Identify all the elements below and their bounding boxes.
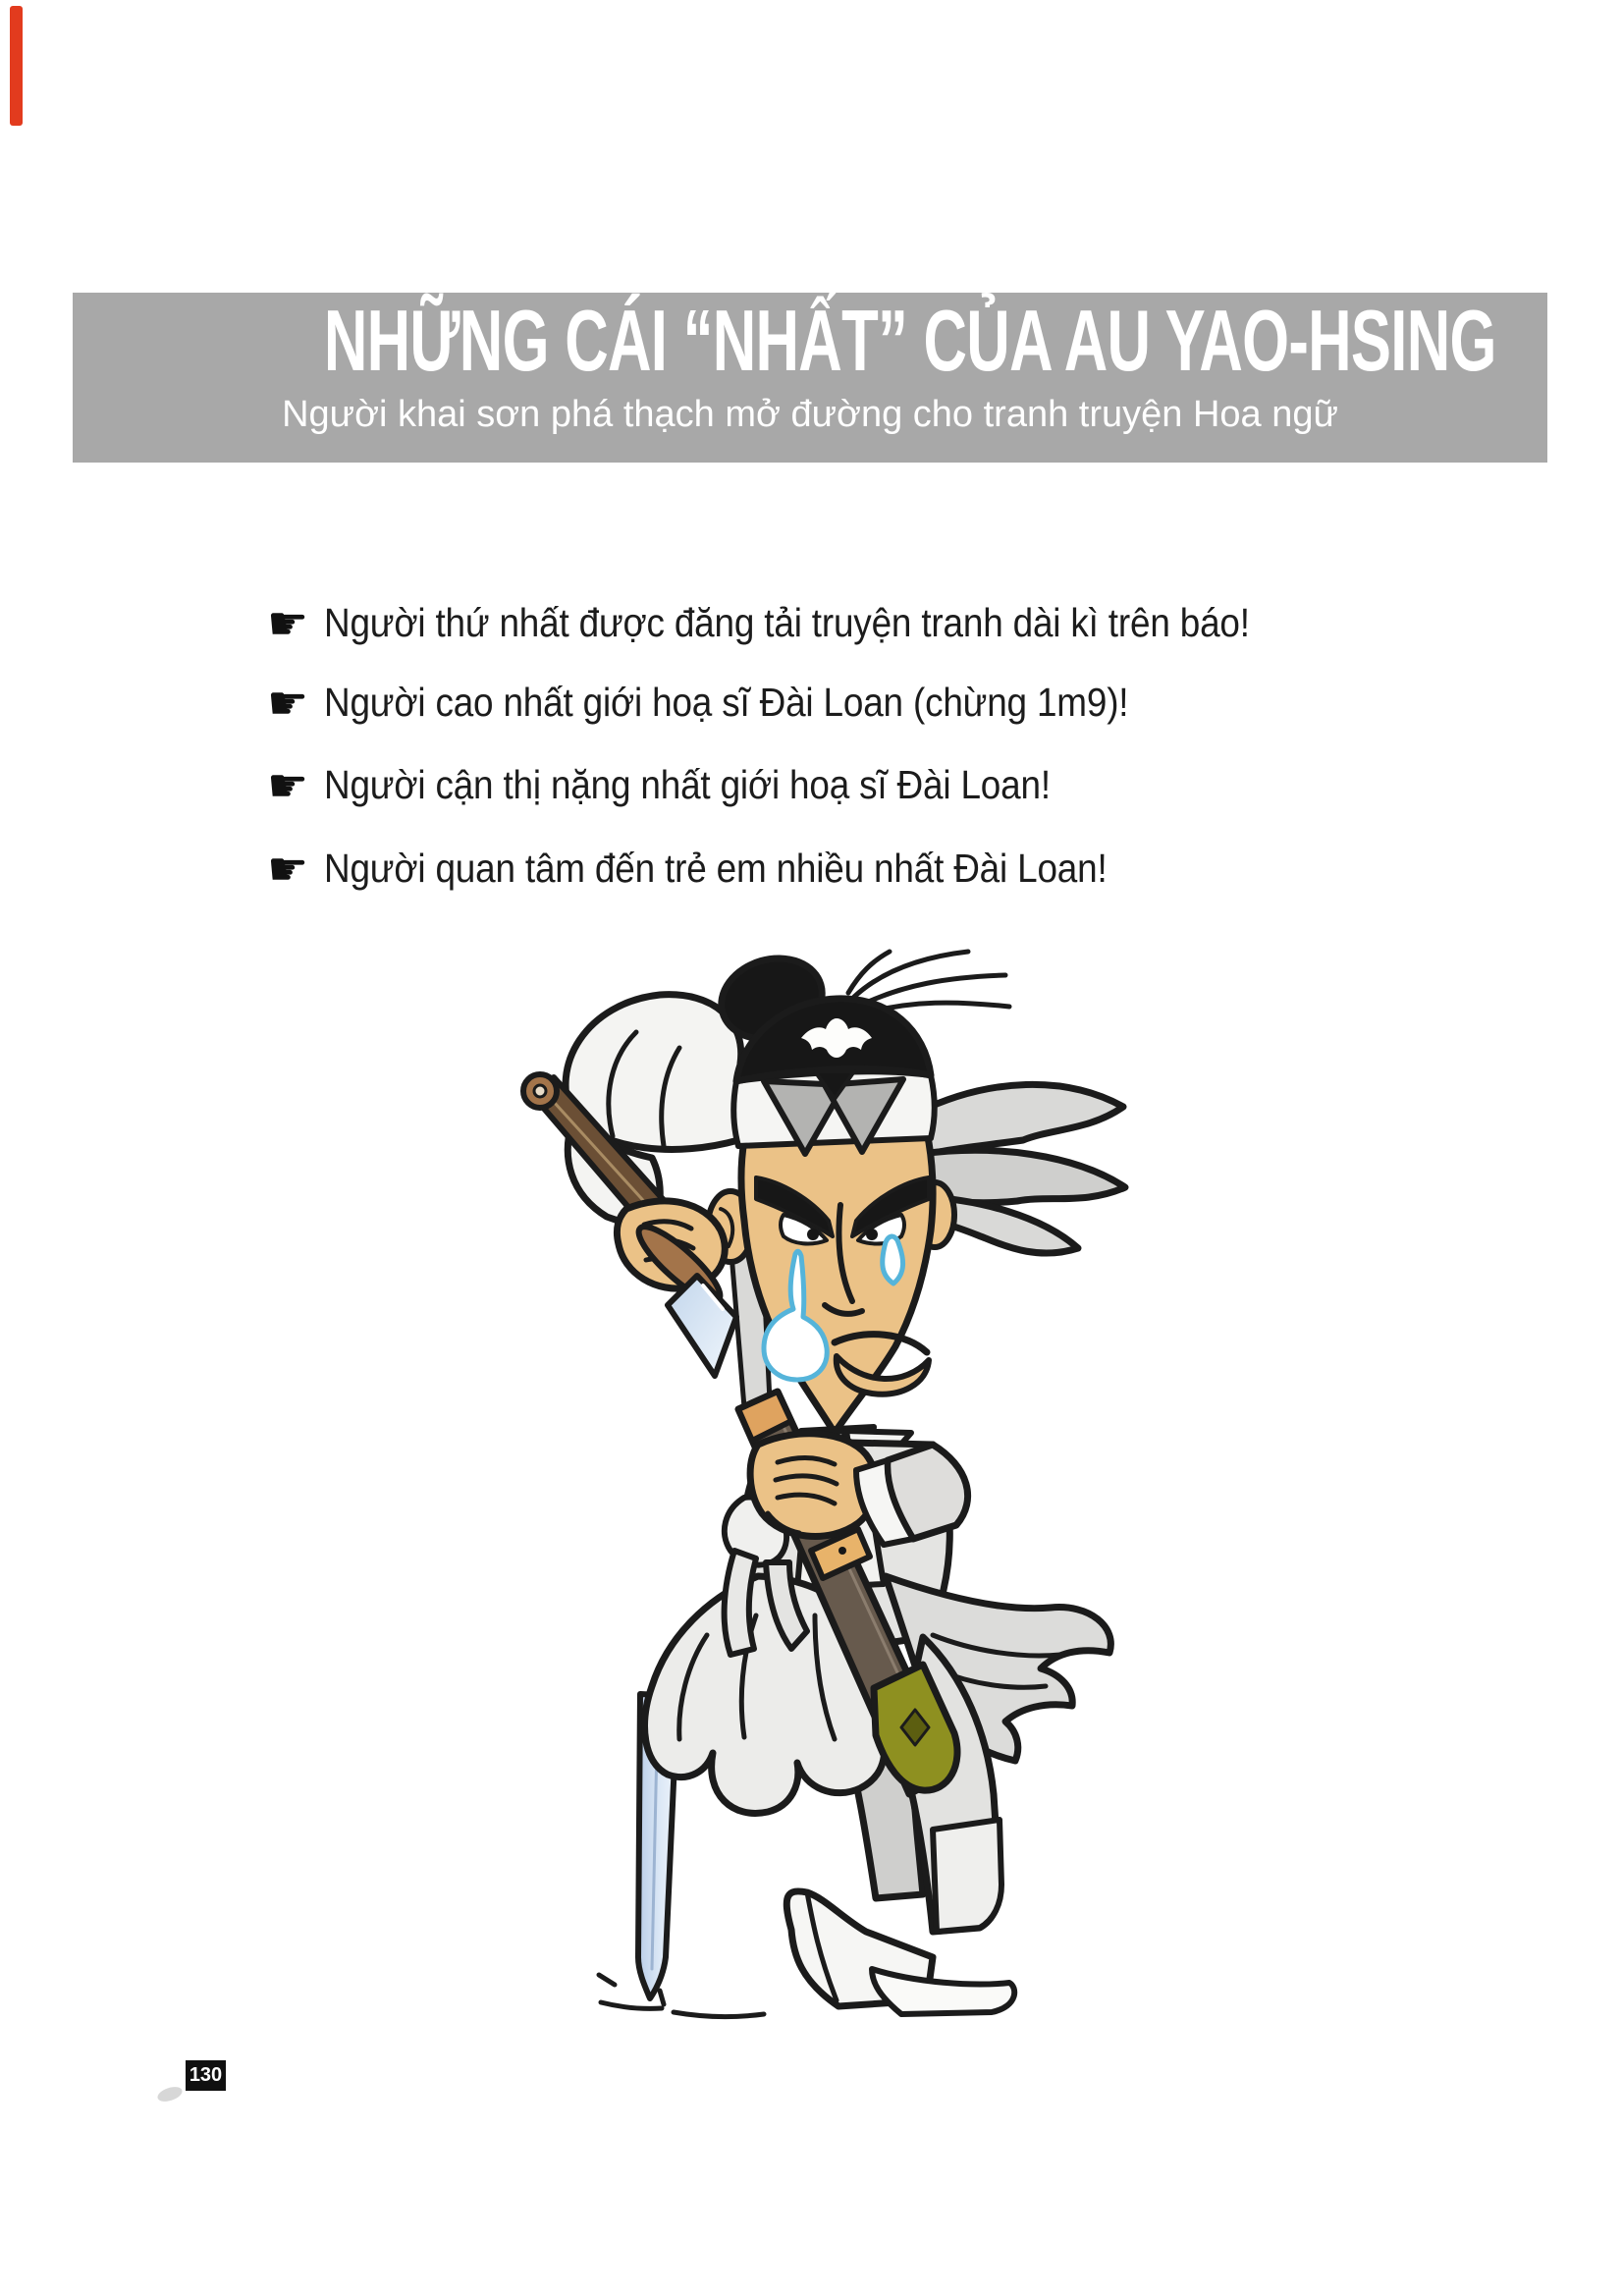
list-item: [267, 758, 1131, 811]
pointing-hand-icon: ☛: [267, 842, 309, 895]
swordsman-illustration: [511, 948, 1139, 2038]
list-item-text: Người cao nhất giới hoạ sĩ Đài Loan (chừng 1m9)!: [324, 679, 1129, 725]
page-subtitle: Người khai sơn phá thạch mở đường cho tranh truyện Hoa ngữ: [282, 394, 1338, 435]
list-item-text: Người thứ nhất được đăng tải truyện tranh dài kì trên báo!: [324, 599, 1250, 645]
list-item: [267, 676, 1217, 729]
red-margin-mark: [10, 6, 23, 126]
list-item: [267, 842, 1194, 895]
page-number: 130: [186, 2060, 226, 2091]
pointing-hand-icon: ☛: [267, 676, 309, 729]
list-item-text: Người quan tâm đến trẻ em nhiều nhất Đài Loan!: [324, 845, 1108, 891]
page-title: NHỮNG CÁI “NHẤT” CỦA AU YAO-HSING: [323, 292, 1496, 389]
ink-smudge: [156, 2084, 185, 2104]
list-item-text: Người cận thị nặng nhất giới hoạ sĩ Đài Loan!: [324, 761, 1051, 807]
pointing-hand-icon: ☛: [267, 596, 309, 649]
ground-strokes: [599, 1975, 764, 2017]
list-item: [267, 596, 1353, 649]
header-banner: [73, 293, 1547, 463]
pointing-hand-icon: ☛: [267, 758, 309, 811]
